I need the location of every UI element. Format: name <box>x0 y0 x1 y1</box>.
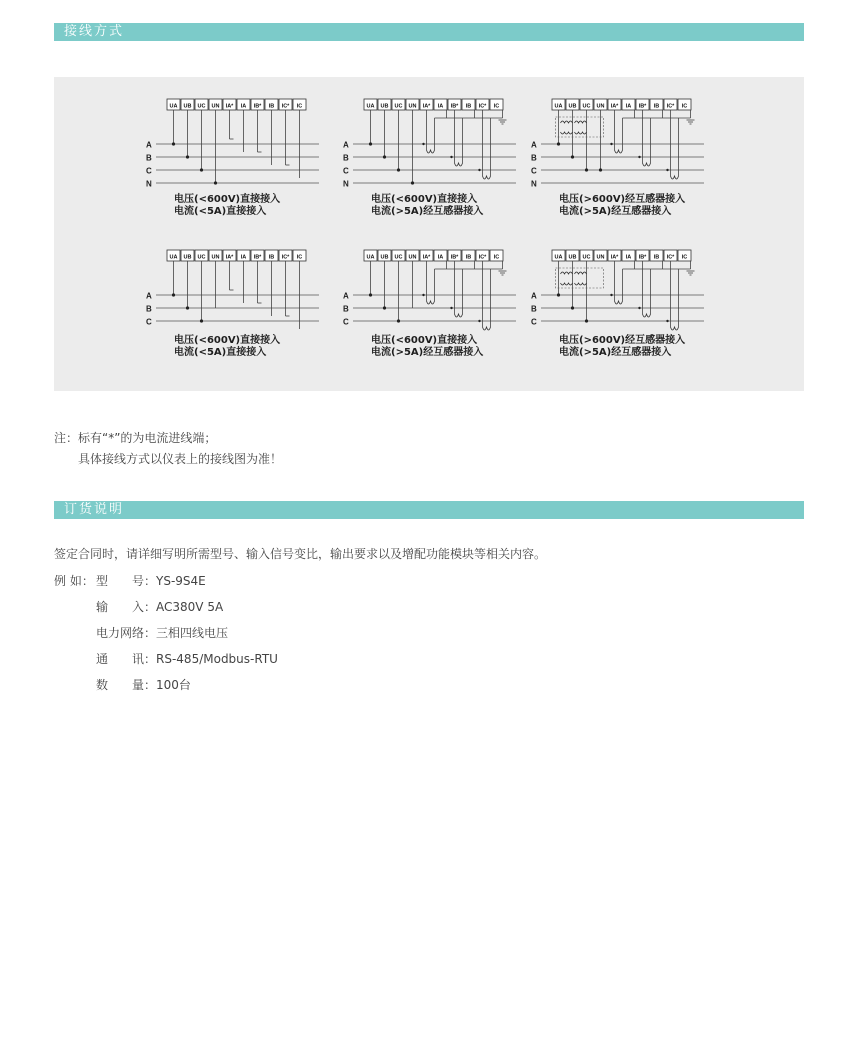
phase-label: N <box>343 179 349 189</box>
ct-coil <box>643 163 651 166</box>
order-row-qty <box>96 677 191 693</box>
terminal-label: IC <box>296 254 303 261</box>
ct-coil <box>483 176 491 179</box>
polarity-dot <box>422 143 424 145</box>
diagram-caption-2: 电流(>5A)经互感器接入 <box>559 347 672 358</box>
diagram-caption-2: 电流(>5A)经互感器接入 <box>371 206 484 217</box>
order-row-label: 数 量： <box>96 678 157 692</box>
terminal-label: IB <box>465 103 472 110</box>
phase-label: N <box>531 179 537 189</box>
diagram-caption-2: 电流(>5A)经互感器接入 <box>559 206 672 217</box>
terminal-label: UB <box>183 254 192 261</box>
junction-dot <box>186 306 189 309</box>
polarity-dot <box>666 320 668 322</box>
terminal-label: UN <box>596 103 605 110</box>
phase-label: A <box>343 291 349 301</box>
order-row-value: RS-485/Modbus-RTU <box>156 652 278 666</box>
phase-label: C <box>146 317 152 327</box>
order-row-model <box>96 573 206 589</box>
ct-coil <box>615 301 623 304</box>
example-prefix: 例 如： <box>54 574 94 588</box>
terminal-label: IA* <box>225 103 234 110</box>
junction-dot <box>214 181 217 184</box>
pt-coil <box>561 283 573 285</box>
terminal-label: UA <box>169 254 178 261</box>
terminal-label: IA* <box>422 103 431 110</box>
terminal-label: UN <box>408 103 417 110</box>
terminal-label: UN <box>211 254 220 261</box>
section-title: 订货说明 <box>64 502 125 517</box>
terminal-label: UN <box>408 254 417 261</box>
wiring-diagram-2 <box>341 99 531 229</box>
ct-coil <box>671 327 679 330</box>
terminal-label: UA <box>366 254 375 261</box>
polarity-dot <box>610 143 612 145</box>
pt-coil <box>575 121 587 123</box>
order-row-value: AC380V 5A <box>156 600 224 614</box>
terminal-label: UB <box>380 254 389 261</box>
terminal-label: UB <box>380 103 389 110</box>
junction-dot <box>383 155 386 158</box>
junction-dot <box>557 293 560 296</box>
wiring-svg <box>529 250 719 380</box>
phase-label: B <box>531 304 537 314</box>
polarity-dot <box>666 169 668 171</box>
terminal-label: IB* <box>253 103 262 110</box>
terminal-label: UC <box>394 254 403 261</box>
pt-coil <box>561 121 573 123</box>
terminal-label: UC <box>394 103 403 110</box>
wiring-diagram-6 <box>529 250 719 380</box>
diagram-caption-1: 电压(>600V)经互感器接入 <box>559 194 686 205</box>
terminal-label: UA <box>554 103 563 110</box>
order-row-value: YS-9S4E <box>156 574 206 588</box>
junction-dot <box>369 293 372 296</box>
terminal-label: IC* <box>478 103 487 110</box>
ct-coil <box>455 163 463 166</box>
terminal-label: IB* <box>253 254 262 261</box>
diagram-caption-1: 电压(<600V)直接接入 <box>371 194 478 205</box>
junction-dot <box>200 319 203 322</box>
ct-coil <box>671 176 679 179</box>
terminal-label: UB <box>568 254 577 261</box>
terminal-label: UN <box>596 254 605 261</box>
junction-dot <box>557 142 560 145</box>
ct-coil <box>483 327 491 330</box>
terminal-label: IA <box>625 254 632 261</box>
order-row-label: 型 号： <box>96 574 157 588</box>
diagram-caption-1: 电压(>600V)经互感器接入 <box>559 335 686 346</box>
terminal-label: IB <box>268 254 275 261</box>
terminal-label: IC* <box>281 103 290 110</box>
phase-label: B <box>531 153 537 163</box>
pt-coil <box>575 272 587 274</box>
polarity-dot <box>450 156 452 158</box>
terminal-label: IA* <box>610 103 619 110</box>
phase-label: C <box>146 166 152 176</box>
section-title: 接线方式 <box>64 24 125 39</box>
polarity-dot <box>638 156 640 158</box>
terminal-label: IC <box>681 103 688 110</box>
terminal-label: IA* <box>225 254 234 261</box>
terminal-label: UB <box>568 103 577 110</box>
junction-dot <box>585 319 588 322</box>
terminal-label: IC* <box>666 254 675 261</box>
junction-dot <box>172 142 175 145</box>
terminal-label: UC <box>197 103 206 110</box>
polarity-dot <box>610 294 612 296</box>
terminal-label: IC <box>296 103 303 110</box>
terminal-label: IB <box>653 103 660 110</box>
terminal-label: IA <box>437 254 444 261</box>
order-row-label: 输 入： <box>96 600 157 614</box>
terminal-label: IB* <box>638 254 647 261</box>
diagram-caption-1: 电压(<600V)直接接入 <box>371 335 478 346</box>
wiring-svg <box>341 250 531 380</box>
note-line-2: 具体接线方式以仪表上的接线图为准！ <box>78 452 283 466</box>
phase-label: B <box>343 304 349 314</box>
phase-label: C <box>343 317 349 327</box>
order-row-input <box>96 599 223 615</box>
phase-label: B <box>146 304 152 314</box>
terminal-label: IC <box>681 254 688 261</box>
phase-label: A <box>343 140 349 150</box>
wiring-diagram-1 <box>144 99 334 229</box>
ct-coil <box>427 150 435 153</box>
junction-dot <box>599 168 602 171</box>
terminal-label: IC <box>493 103 500 110</box>
junction-dot <box>585 168 588 171</box>
ct-coil <box>455 314 463 317</box>
junction-dot <box>383 306 386 309</box>
wiring-diagram-5 <box>341 250 531 380</box>
terminal-label: IC* <box>281 254 290 261</box>
terminal-label: IB <box>268 103 275 110</box>
phase-label: A <box>146 291 152 301</box>
terminal-label: IA <box>240 254 247 261</box>
wiring-svg <box>144 250 334 380</box>
junction-dot <box>571 306 574 309</box>
terminal-label: IB* <box>638 103 647 110</box>
order-row-network <box>96 625 228 641</box>
phase-label: A <box>146 140 152 150</box>
terminal-label: UC <box>582 254 591 261</box>
polarity-dot <box>450 307 452 309</box>
order-row-label: 电力网络： <box>96 626 157 640</box>
terminal-label: IB <box>653 254 660 261</box>
order-row-value: 三相四线电压 <box>156 626 229 640</box>
note-line-1: 注：标有“*”的为电流进线端； <box>54 431 217 445</box>
polarity-dot <box>478 320 480 322</box>
order-row-label: 通 讯： <box>96 652 157 666</box>
diagram-caption-2: 电流(>5A)经互感器接入 <box>371 347 484 358</box>
pt-coil <box>575 283 587 285</box>
phase-label: C <box>531 317 537 327</box>
diagram-caption-1: 电压(<600V)直接接入 <box>174 194 281 205</box>
polarity-dot <box>422 294 424 296</box>
pt-coil <box>575 132 587 134</box>
terminal-label: UA <box>169 103 178 110</box>
phase-label: A <box>531 291 537 301</box>
terminal-label: IA* <box>422 254 431 261</box>
wiring-diagram-3 <box>529 99 719 229</box>
phase-label: B <box>146 153 152 163</box>
ordering-intro: 签定合同时，请详细写明所需型号、输入信号变比，输出要求以及增配功能模块等相关内容。 <box>54 547 547 561</box>
order-row-value: 100台 <box>156 678 191 692</box>
diagram-caption-1: 电压(<600V)直接接入 <box>174 335 281 346</box>
terminal-label: IA <box>240 103 247 110</box>
phase-label: C <box>343 166 349 176</box>
phase-label: N <box>146 179 152 189</box>
junction-dot <box>397 319 400 322</box>
junction-dot <box>200 168 203 171</box>
junction-dot <box>172 293 175 296</box>
ct-coil <box>427 301 435 304</box>
order-row-comm <box>96 651 278 667</box>
terminal-label: IB <box>465 254 472 261</box>
section-header-wiring <box>54 23 804 41</box>
terminal-label: UC <box>197 254 206 261</box>
junction-dot <box>411 181 414 184</box>
wiring-diagram-4 <box>144 250 334 380</box>
terminal-label: IC* <box>478 254 487 261</box>
pt-coil <box>561 132 573 134</box>
terminal-label: IB* <box>450 254 459 261</box>
terminal-label: IC <box>493 254 500 261</box>
polarity-dot <box>478 169 480 171</box>
junction-dot <box>369 142 372 145</box>
terminal-label: IC* <box>666 103 675 110</box>
pt-coil <box>561 272 573 274</box>
ct-coil <box>615 150 623 153</box>
terminal-label: UA <box>366 103 375 110</box>
terminal-label: IA <box>625 103 632 110</box>
diagram-caption-2: 电流(<5A)直接接入 <box>174 206 267 217</box>
terminal-label: UN <box>211 103 220 110</box>
phase-label: A <box>531 140 537 150</box>
wiring-diagram-panel <box>54 77 804 391</box>
junction-dot <box>186 155 189 158</box>
junction-dot <box>571 155 574 158</box>
terminal-label: IB* <box>450 103 459 110</box>
junction-dot <box>397 168 400 171</box>
terminal-label: UB <box>183 103 192 110</box>
phase-label: B <box>343 153 349 163</box>
ct-coil <box>643 314 651 317</box>
polarity-dot <box>638 307 640 309</box>
terminal-label: UA <box>554 254 563 261</box>
phase-label: C <box>531 166 537 176</box>
diagram-caption-2: 电流(<5A)直接接入 <box>174 347 267 358</box>
terminal-label: IA <box>437 103 444 110</box>
section-header-ordering <box>54 501 804 519</box>
terminal-label: UC <box>582 103 591 110</box>
terminal-label: IA* <box>610 254 619 261</box>
